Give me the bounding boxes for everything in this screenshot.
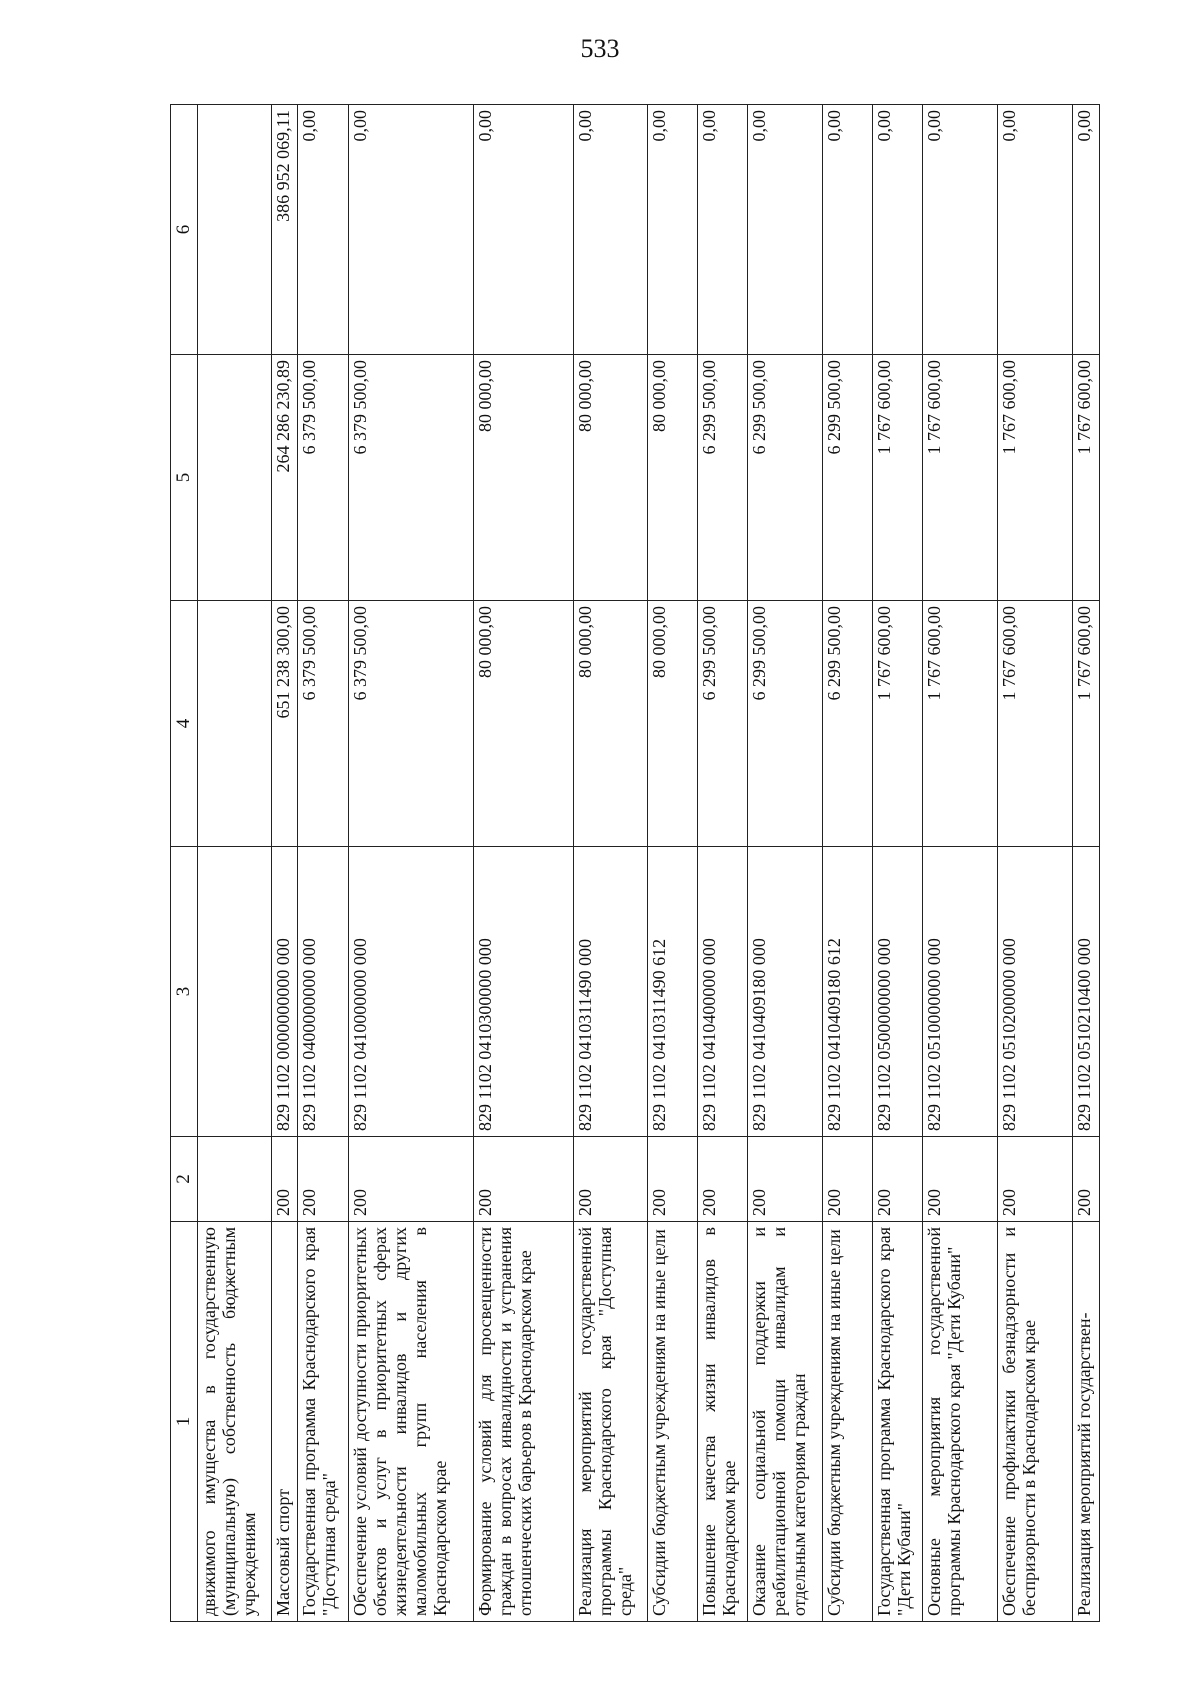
budget-table (170, 104, 1100, 1622)
row-code-cell: 200 (823, 1137, 873, 1222)
row-approved-cell: 1 767 600,00 (873, 601, 923, 847)
table-row (473, 105, 573, 1622)
row-code-cell: 200 (348, 1137, 473, 1222)
row-executed-cell: 80 000,00 (648, 355, 698, 601)
row-classifier-cell: 829 1102 0410311490 612 (648, 847, 698, 1137)
row-remaining-cell: 0,00 (648, 105, 698, 355)
row-approved-cell: 6 299 500,00 (823, 601, 873, 847)
row-name-cell: Оказание социальной поддержки и реабилитационной помощи инвалидам и отдельным категориям граждан (748, 1222, 823, 1622)
row-remaining-cell: 0,00 (698, 105, 748, 355)
row-classifier-cell: 829 1102 0400000000 000 (297, 847, 348, 1137)
row-code-cell: 200 (648, 1137, 698, 1222)
row-name-cell: Государственная программа Краснодарского края "Доступная среда" (297, 1222, 348, 1622)
table-row (1072, 105, 1099, 1622)
row-classifier-cell: 829 1102 0410409180 000 (748, 847, 823, 1137)
row-classifier-cell: 829 1102 0510210400 000 (1072, 847, 1099, 1137)
row-approved-cell (198, 601, 272, 847)
row-approved-cell: 651 238 300,00 (271, 601, 297, 847)
row-approved-cell: 6 299 500,00 (748, 601, 823, 847)
row-approved-cell: 1 767 600,00 (997, 601, 1072, 847)
row-classifier-cell: 829 1102 0500000000 000 (873, 847, 923, 1137)
row-name-cell: Субсидии бюджетным учреждениям на иные цели (648, 1222, 698, 1622)
row-name-cell: Массовый спорт (271, 1222, 297, 1622)
header-col-3: 3 (171, 847, 198, 1137)
row-code-cell: 200 (698, 1137, 748, 1222)
row-remaining-cell: 0,00 (922, 105, 997, 355)
row-executed-cell: 1 767 600,00 (922, 355, 997, 601)
row-code-cell: 200 (873, 1137, 923, 1222)
row-executed-cell: 80 000,00 (473, 355, 573, 601)
row-approved-cell: 1 767 600,00 (922, 601, 997, 847)
row-remaining-cell: 0,00 (573, 105, 648, 355)
table-row (198, 105, 272, 1622)
row-code-cell: 200 (748, 1137, 823, 1222)
row-name-cell: Субсидии бюджетным учреждениям на иные цели (823, 1222, 873, 1622)
row-executed-cell: 264 286 230,89 (271, 355, 297, 601)
row-executed-cell: 6 379 500,00 (297, 355, 348, 601)
row-code-cell: 200 (573, 1137, 648, 1222)
row-approved-cell: 80 000,00 (648, 601, 698, 847)
row-approved-cell: 80 000,00 (473, 601, 573, 847)
row-executed-cell: 1 767 600,00 (997, 355, 1072, 601)
header-col-1: 1 (171, 1222, 198, 1622)
row-code-cell: 200 (1072, 1137, 1099, 1222)
header-col-5: 5 (171, 355, 198, 601)
table-header-row (171, 105, 198, 1622)
row-name-cell: Обеспечение условий доступности приоритетных объектов и услуг в приоритетных сферах жизнедеятельности инвалидов и других маломобильных групп населения в Краснодарском крае (348, 1222, 473, 1622)
row-classifier-cell: 829 1102 0410400000 000 (698, 847, 748, 1137)
row-name-cell: Формирование условий для просвещенности граждан в вопросах инвалидности и устранения отношенческих барьеров в Краснодарском крае (473, 1222, 573, 1622)
row-code-cell: 200 (473, 1137, 573, 1222)
table-row (748, 105, 823, 1622)
row-remaining-cell: 386 952 069,11 (271, 105, 297, 355)
row-name-cell: Реализация мероприятий государственной программы Краснодарского края "Доступная среда" (573, 1222, 648, 1622)
row-classifier-cell: 829 1102 0410000000 000 (348, 847, 473, 1137)
table-row (271, 105, 297, 1622)
row-classifier-cell: 829 1102 0510200000 000 (997, 847, 1072, 1137)
row-remaining-cell: 0,00 (748, 105, 823, 355)
table-row (922, 105, 997, 1622)
row-executed-cell: 6 299 500,00 (823, 355, 873, 601)
row-remaining-cell: 0,00 (873, 105, 923, 355)
table-row (823, 105, 873, 1622)
table-row (297, 105, 348, 1622)
row-approved-cell: 80 000,00 (573, 601, 648, 847)
table-row (573, 105, 648, 1622)
row-classifier-cell (198, 847, 272, 1137)
row-code-cell: 200 (922, 1137, 997, 1222)
row-name-cell: Повышение качества жизни инвалидов в Краснодарском крае (698, 1222, 748, 1622)
row-classifier-cell: 829 1102 0000000000 000 (271, 847, 297, 1137)
row-executed-cell (198, 355, 272, 601)
row-classifier-cell: 829 1102 0510000000 000 (922, 847, 997, 1137)
row-name-cell: Основные мероприятия государственной программы Краснодарского края "Дети Кубани" (922, 1222, 997, 1622)
table-row (348, 105, 473, 1622)
rotated-table-wrapper (170, 105, 1100, 1622)
row-remaining-cell: 0,00 (473, 105, 573, 355)
header-col-6: 6 (171, 105, 198, 355)
row-name-cell: Реализация мероприятий государствен- (1072, 1222, 1099, 1622)
row-classifier-cell: 829 1102 0410311490 000 (573, 847, 648, 1137)
header-col-4: 4 (171, 601, 198, 847)
row-approved-cell: 6 379 500,00 (297, 601, 348, 847)
table-row (698, 105, 748, 1622)
row-executed-cell: 80 000,00 (573, 355, 648, 601)
row-code-cell: 200 (297, 1137, 348, 1222)
row-name-cell: движимого имущества в государственную (муниципальную) собственность бюджетным учреждениям (198, 1222, 272, 1622)
row-classifier-cell: 829 1102 0410300000 000 (473, 847, 573, 1137)
row-code-cell: 200 (271, 1137, 297, 1222)
table-row (648, 105, 698, 1622)
row-executed-cell: 1 767 600,00 (1072, 355, 1099, 601)
row-executed-cell: 6 379 500,00 (348, 355, 473, 601)
row-remaining-cell: 0,00 (297, 105, 348, 355)
row-code-cell: 200 (997, 1137, 1072, 1222)
row-remaining-cell: 0,00 (348, 105, 473, 355)
row-approved-cell: 6 299 500,00 (698, 601, 748, 847)
row-executed-cell: 6 299 500,00 (698, 355, 748, 601)
row-remaining-cell (198, 105, 272, 355)
header-col-2: 2 (171, 1137, 198, 1222)
row-remaining-cell: 0,00 (1072, 105, 1099, 355)
row-remaining-cell: 0,00 (823, 105, 873, 355)
row-name-cell: Государственная программа Краснодарского края "Дети Кубани" (873, 1222, 923, 1622)
table-row (873, 105, 923, 1622)
row-approved-cell: 6 379 500,00 (348, 601, 473, 847)
row-approved-cell: 1 767 600,00 (1072, 601, 1099, 847)
page-number: 533 (580, 34, 620, 63)
table-row (997, 105, 1072, 1622)
row-name-cell: Обеспечение профилактики безнадзорности и беспризорности в Краснодарском крае (997, 1222, 1072, 1622)
row-code-cell (198, 1137, 272, 1222)
row-executed-cell: 6 299 500,00 (748, 355, 823, 601)
row-executed-cell: 1 767 600,00 (873, 355, 923, 601)
row-classifier-cell: 829 1102 0410409180 612 (823, 847, 873, 1137)
row-remaining-cell: 0,00 (997, 105, 1072, 355)
